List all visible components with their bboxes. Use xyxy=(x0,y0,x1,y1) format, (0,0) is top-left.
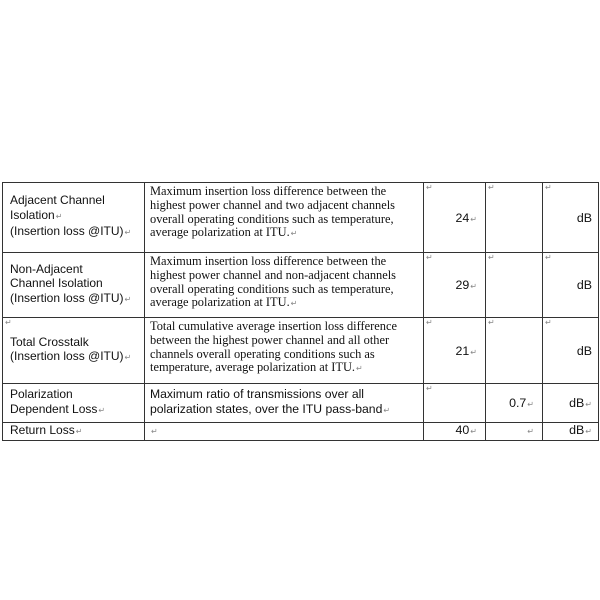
min-value-cell xyxy=(424,318,486,384)
max-value-cell xyxy=(486,384,543,423)
paragraph-mark-icon: ↵ xyxy=(290,299,298,309)
paragraph-mark-icon: ↵ xyxy=(545,183,552,192)
min-value-cell xyxy=(424,253,486,318)
description-line: between the highest power channel and all other xyxy=(150,332,390,347)
paragraph-mark-icon: ↵ xyxy=(98,405,106,415)
paragraph-mark-icon: ↵ xyxy=(470,282,477,291)
paragraph-mark-icon: ↵ xyxy=(488,318,495,327)
unit-cell xyxy=(543,384,599,423)
unit-cell xyxy=(543,183,599,253)
paragraph-mark-icon: ↵ xyxy=(470,427,477,437)
description-line: average polarization at ITU. xyxy=(150,295,290,310)
min-value: 40 xyxy=(455,423,470,438)
paragraph-mark-icon: ↵ xyxy=(488,253,495,262)
unit-value: dB xyxy=(576,343,592,358)
description-cell xyxy=(145,318,424,384)
description-line: channels overall operating conditions such as xyxy=(150,346,375,361)
unit-cell xyxy=(543,423,599,441)
paragraph-mark-icon: ↵ xyxy=(383,405,391,415)
min-value: 24 xyxy=(455,210,470,225)
parameter-line: Adjacent Channel xyxy=(10,193,105,208)
paragraph-mark-icon: ↵ xyxy=(545,253,552,262)
paragraph-mark-icon: ↵ xyxy=(470,214,477,224)
description-line: temperature, average polarization at ITU. xyxy=(150,360,356,375)
description-line: overall operating conditions such as temperature, xyxy=(150,281,394,296)
min-value-cell xyxy=(424,384,486,423)
paragraph-mark-icon: ↵ xyxy=(151,427,158,436)
parameter-cell xyxy=(3,253,145,318)
paragraph-mark-icon: ↵ xyxy=(585,427,592,437)
specification-table xyxy=(2,182,599,441)
max-value-cell xyxy=(486,253,543,318)
description-line: Maximum ratio of transmissions over all xyxy=(150,387,365,401)
unit-cell xyxy=(543,318,599,384)
min-value: 21 xyxy=(455,343,470,358)
parameter-cell xyxy=(3,384,145,423)
paragraph-mark-icon: ↵ xyxy=(426,318,433,327)
description-line: average polarization at ITU. xyxy=(150,225,290,240)
paragraph-mark-icon: ↵ xyxy=(124,294,132,304)
description-line: Maximum insertion loss difference between the xyxy=(150,254,387,268)
table-row xyxy=(3,318,599,384)
max-value-cell xyxy=(486,318,543,384)
max-value: 0.7 xyxy=(509,396,527,410)
paragraph-mark-icon: ↵ xyxy=(426,183,433,192)
min-value: 29 xyxy=(455,278,470,292)
description-line: overall operating conditions such as temperature, xyxy=(150,211,394,226)
paragraph-mark-icon: ↵ xyxy=(426,384,433,393)
description-cell xyxy=(145,423,424,441)
parameter-line: Channel Isolation xyxy=(10,276,103,291)
max-value-cell xyxy=(486,423,543,441)
max-value-cell xyxy=(486,183,543,253)
description-line: highest power channel and two adjacent channels xyxy=(150,197,395,212)
paragraph-mark-icon: ↵ xyxy=(527,400,534,409)
paragraph-mark-icon: ↵ xyxy=(356,364,363,374)
parameter-line: Isolation xyxy=(10,207,55,222)
parameter-cell xyxy=(3,183,145,253)
paragraph-mark-icon: ↵ xyxy=(470,347,477,357)
parameter-line: Non-Adjacent xyxy=(10,261,83,276)
parameter-line: (Insertion loss @ITU) xyxy=(10,290,124,305)
paragraph-mark-icon: ↵ xyxy=(545,318,552,327)
parameter-line: Total Crosstalk xyxy=(10,334,89,349)
unit-value: dB xyxy=(576,210,592,225)
paragraph-mark-icon: ↵ xyxy=(124,353,132,362)
paragraph-mark-icon: ↵ xyxy=(124,228,132,238)
unit-value: dB xyxy=(576,278,592,292)
description-cell xyxy=(145,253,424,318)
table-row xyxy=(3,384,599,423)
parameter-cell xyxy=(3,423,145,441)
unit-value: dB xyxy=(569,396,585,410)
min-value-cell xyxy=(424,183,486,253)
parameter-line: (Insertion loss @ITU) xyxy=(10,349,124,363)
description-line: highest power channel and non-adjacent channels xyxy=(150,267,396,282)
unit-value: dB xyxy=(569,423,585,438)
paragraph-mark-icon: ↵ xyxy=(75,427,83,437)
paragraph-mark-icon: ↵ xyxy=(585,400,592,409)
description-cell xyxy=(145,384,424,423)
paragraph-mark-icon: ↵ xyxy=(488,183,495,192)
description-line: Maximum insertion loss difference between the xyxy=(150,184,387,198)
table-row xyxy=(3,183,599,253)
paragraph-mark-icon: ↵ xyxy=(5,318,12,327)
parameter-line: Dependent Loss xyxy=(10,401,98,416)
parameter-line: Polarization xyxy=(10,387,73,401)
parameter-line: Return Loss xyxy=(10,423,75,438)
min-value-cell xyxy=(424,423,486,441)
table-row xyxy=(3,423,599,441)
paragraph-mark-icon: ↵ xyxy=(290,229,298,239)
description-cell xyxy=(145,183,424,253)
paragraph-mark-icon: ↵ xyxy=(527,427,534,437)
paragraph-mark-icon: ↵ xyxy=(55,211,63,221)
table-row xyxy=(3,253,599,318)
parameter-line: (Insertion loss @ITU) xyxy=(10,224,124,239)
description-line: Total cumulative average insertion loss difference xyxy=(150,319,397,333)
unit-cell xyxy=(543,253,599,318)
description-line: polarization states, over the ITU pass-band xyxy=(150,401,383,416)
paragraph-mark-icon: ↵ xyxy=(426,253,433,262)
parameter-cell xyxy=(3,318,145,384)
